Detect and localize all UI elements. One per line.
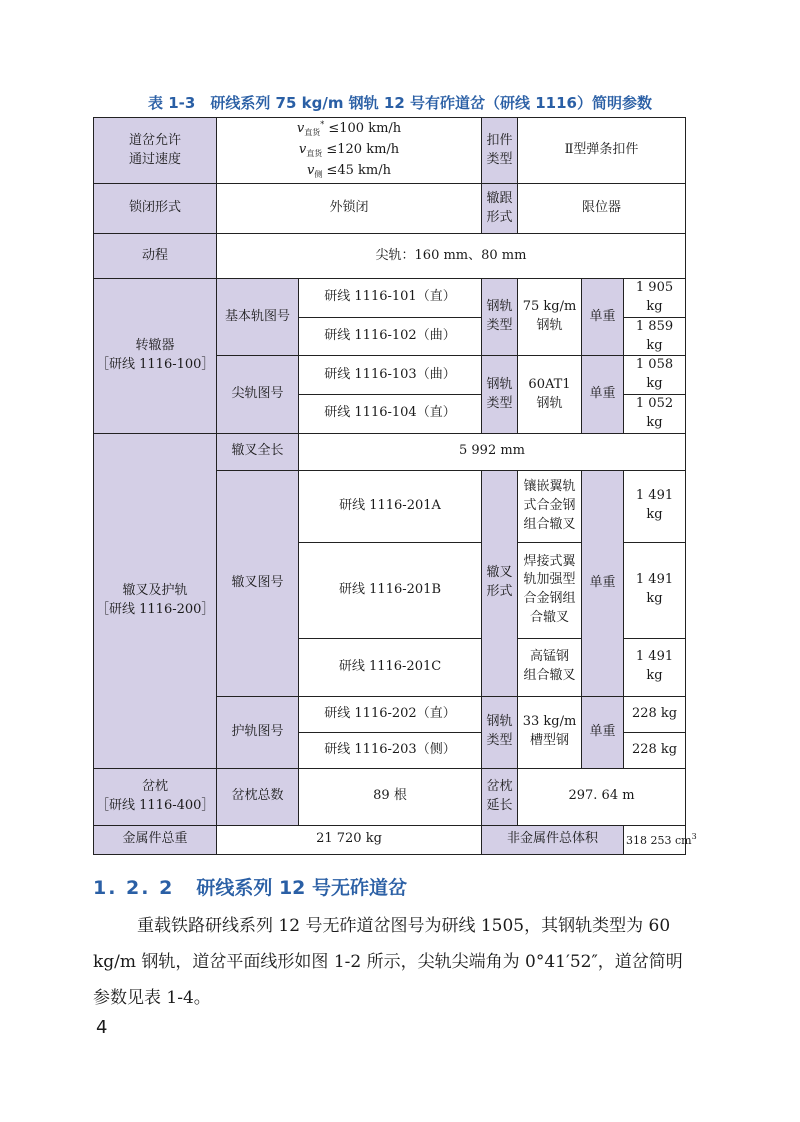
nonmetal-label: 非金属件总体积 xyxy=(482,825,624,854)
frog-weight-3: 1 491 kg xyxy=(624,638,686,696)
point-rail-drawing-2: 研线 1116-104（直） xyxy=(299,395,482,434)
tie-count-value: 89 根 xyxy=(299,768,482,825)
metal-weight-label: 金属件总重 xyxy=(94,825,217,854)
tie-ext-value: 297. 64 m xyxy=(518,768,686,825)
guard-rail-type: 33 kg/m 槽型钢 xyxy=(518,696,582,768)
stroke-value: 尖轨：160 mm、80 mm xyxy=(217,234,686,279)
heel-value: 限位器 xyxy=(518,184,686,234)
metal-weight-value: 21 720 kg xyxy=(217,825,482,854)
basic-rail-label: 基本轨图号 xyxy=(217,279,299,356)
heel-label: 辙跟 形式 xyxy=(482,184,518,234)
table-row xyxy=(94,433,686,470)
rail-type-label: 钢轨 类型 xyxy=(482,696,518,768)
frog-type-2: 焊接式翼 轨加强型 合金钢组 合辙叉 xyxy=(518,542,582,638)
frog-weight-1: 1 491 kg xyxy=(624,470,686,542)
point-rail-type: 60AT1 钢轨 xyxy=(518,356,582,433)
unit-weight-label: 单重 xyxy=(582,356,624,433)
table-row xyxy=(94,118,686,184)
basic-rail-drawing-2: 研线 1116-102（曲） xyxy=(299,317,482,356)
rail-type-label: 钢轨 类型 xyxy=(482,356,518,433)
table-row xyxy=(94,234,686,279)
table-row xyxy=(94,184,686,234)
point-rail-label: 尖轨图号 xyxy=(217,356,299,433)
point-rail-drawing-1: 研线 1116-103（曲） xyxy=(299,356,482,395)
fastener-label: 扣件 类型 xyxy=(482,118,518,184)
unit-weight-label: 单重 xyxy=(582,696,624,768)
parameter-table xyxy=(93,117,697,855)
nonmetal-value: 318 253 $cm^3$ xyxy=(624,825,686,854)
guard-weight-1: 228 kg xyxy=(624,696,686,732)
tie-label: 岔枕 ［研线 1116-400］ xyxy=(94,768,217,825)
table-row xyxy=(94,279,686,318)
point-rail-weight-2: 1 052 kg xyxy=(624,395,686,434)
frog-guard-label: 辙叉及护轨 ［研线 1116-200］ xyxy=(94,433,217,768)
page-number: 4 xyxy=(96,1017,108,1038)
section-heading xyxy=(93,873,407,900)
tie-ext-label: 岔枕 延长 xyxy=(482,768,518,825)
unit-weight-label: 单重 xyxy=(582,279,624,356)
frog-drawing-2: 研线 1116-201B xyxy=(299,542,482,638)
table-caption: 表 1-3 研线系列 75 kg/m 钢轨 12 号有砟道岔（研线 1116）简明参数 xyxy=(148,94,652,112)
section-title: 研线系列 12 号无砟道岔 xyxy=(196,877,407,899)
frog-drawing-3: 研线 1116-201C xyxy=(299,638,482,696)
frog-form-label: 辙叉 形式 xyxy=(482,470,518,696)
point-rail-weight-1: 1 058 kg xyxy=(624,356,686,395)
frog-drawing-1: 研线 1116-201A xyxy=(299,470,482,542)
body-paragraph: 重载铁路研线系列 12 号无砟道岔图号为研线 1505，其钢轨类型为 60 kg/m 钢轨，道岔平面线形如图 1-2 所示，尖轨尖端角为 0°41′52″，道岔简明参数见表 1-4。 xyxy=(93,916,683,1008)
frog-no-label: 辙叉图号 xyxy=(217,470,299,696)
table-row xyxy=(94,768,686,825)
basic-rail-drawing-1: 研线 1116-101（直） xyxy=(299,279,482,318)
guard-drawing-2: 研线 1116-203（侧） xyxy=(299,732,482,768)
lock-label: 锁闭形式 xyxy=(94,184,217,234)
basic-rail-weight-2: 1 859 kg xyxy=(624,317,686,356)
tie-count-label: 岔枕总数 xyxy=(217,768,299,825)
frog-length-value: 5 992 mm xyxy=(299,433,686,470)
guard-label: 护轨图号 xyxy=(217,696,299,768)
basic-rail-type: 75 kg/m 钢轨 xyxy=(518,279,582,356)
frog-length-label: 辙叉全长 xyxy=(217,433,299,470)
frog-weight-2: 1 491 kg xyxy=(624,542,686,638)
guard-weight-2: 228 kg xyxy=(624,732,686,768)
speed-label: 道岔允许 通过速度 xyxy=(94,118,217,184)
table-row xyxy=(94,825,686,854)
rail-type-label: 钢轨 类型 xyxy=(482,279,518,356)
section-number: 1. 2. 2 xyxy=(93,877,175,899)
frog-type-3: 高锰钢 组合辙叉 xyxy=(518,638,582,696)
fastener-value: Ⅱ型弹条扣件 xyxy=(518,118,686,184)
frog-type-1: 镶嵌翼轨 式合金钢 组合辙叉 xyxy=(518,470,582,542)
switch-label: 转辙器 ［研线 1116-100］ xyxy=(94,279,217,434)
unit-weight-label: 单重 xyxy=(582,470,624,696)
guard-drawing-1: 研线 1116-202（直） xyxy=(299,696,482,732)
lock-value: 外锁闭 xyxy=(217,184,482,234)
stroke-label: 动程 xyxy=(94,234,217,279)
basic-rail-weight-1: 1 905 kg xyxy=(624,279,686,318)
speed-values: $v_{直货}^* \le 100$ km/h $v_{直货} \le 120$ km/h $v_侧 \le 45$ km/h xyxy=(217,118,482,184)
